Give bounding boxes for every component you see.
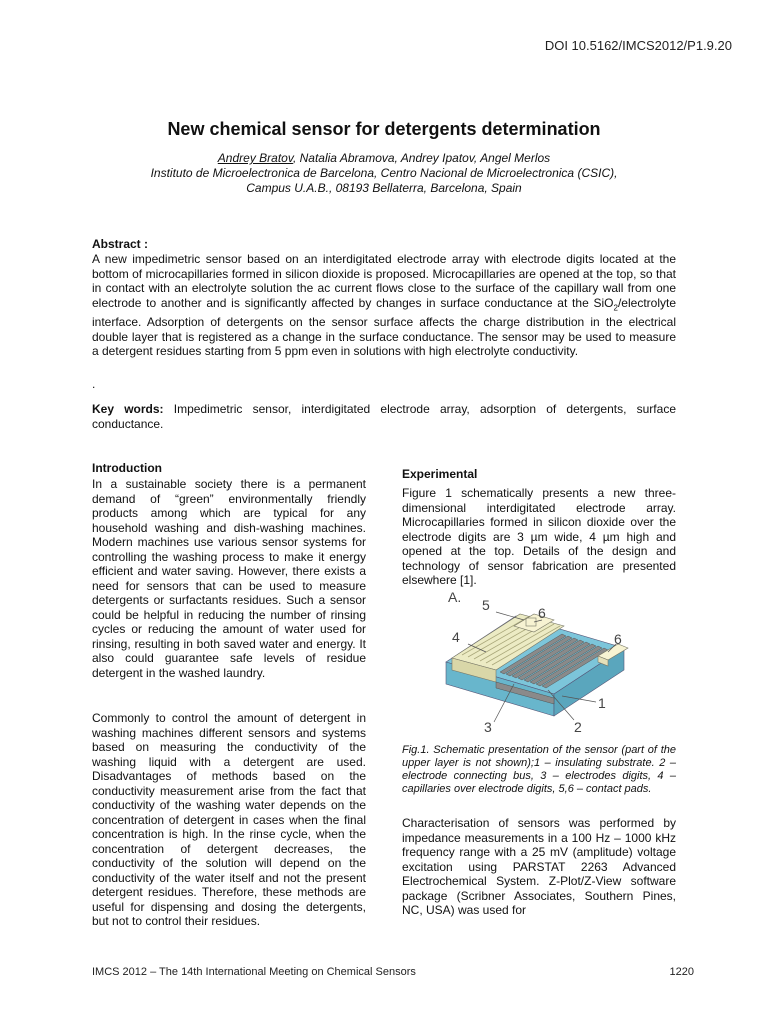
page-number: 1220 [669, 966, 694, 978]
abstract-heading: Abstract : [92, 237, 149, 251]
abstract-text-part2: /electrolyte interface. Adsorption of detergents on the sensor surface affects the charge distribution in the electrical double layer that is registered as a change in the surface conductance. The sensor may be used to measure a detergent residues starting from 5 ppm even in solutions with high electrolyte conductivity. [92, 295, 676, 359]
experimental-paragraph-1: Figure 1 schematically presents a new three-dimensional interdigitated electrode array. Microcapillaries formed in silicon dioxide over the electrode digits are 3 µm wide, 4 µm high and opened at the top. Details of the design and technology of sensor fabrication are presented elsewhere [1]. [402, 486, 676, 587]
figure-label-5: 5 [482, 597, 490, 613]
figure-label-3: 3 [484, 719, 492, 735]
keywords-text: Impedimetric sensor, interdigitated electrode array, adsorption of detergents, surface conductance. [92, 402, 676, 431]
affiliation-line-2: Campus U.A.B., 08193 Bellaterra, Barcelona, Spain [246, 181, 522, 195]
figure-label-6-top: 6 [538, 605, 546, 621]
author-block [60, 151, 708, 196]
figure-label-4: 4 [452, 629, 460, 645]
doi: DOI 10.5162/IMCS2012/P1.9.20 [544, 38, 732, 53]
paper-title: New chemical sensor for detergents determination [167, 119, 601, 139]
figure-label-2: 2 [574, 719, 582, 735]
co-authors: , Natalia Abramova, Andrey Ipatov, Angel Merlos [292, 151, 551, 165]
footer-conference: IMCS 2012 – The 14th International Meeting on Chemical Sensors [92, 966, 416, 978]
introduction-paragraph-1: In a sustainable society there is a permanent demand of “green” environmentally friendly products among which are typical for any household washing and dish-washing machines. Modern machines use various sensor systems for controlling the washing process to make it energy efficient and water saving. However, there exists a need for sensors that can be used to measure detergents or surfactants residues. Such a sensor could be helpful in reducing the number of rinsing cycles or reducing the amount of water used for rinsing, resulting in both saved water and energy. It also could guarantee safe levels of residue detergent in the washed laundry. [92, 477, 366, 680]
figure-label-6-right: 6 [614, 631, 622, 647]
keywords-label: Key words: [92, 402, 164, 416]
figure-caption: Fig.1. Schematic presentation of the sensor (part of the upper layer is not shown);1 – insulating substrate. 2 – electrode connecting bus, 3 – electrodes digits, 4 – capillaries over electrode digits, 5,6 – contact pads. [402, 744, 676, 795]
abstract-text-part1: A new impedimetric sensor based on an interdigitated electrode array with electrode digits located at the bottom of microcapillaries formed in silicon dioxide is proposed. Microcapillaries are opened at the top, so that in contact with an electrolyte solution the ac current flows close to the surface of the capillary wall from one electrode to another and is significantly affected by changes in surface conductance at the SiO [92, 252, 676, 310]
introduction-heading: Introduction [92, 461, 162, 475]
figure-label-1: 1 [598, 695, 606, 711]
stray-period: . [92, 377, 96, 391]
sensor-schematic-drawing [402, 586, 676, 738]
sensor-schematic-figure [402, 586, 676, 738]
presenting-author: Andrey Bratov [217, 151, 293, 165]
figure-panel-label: A. [448, 589, 462, 605]
experimental-heading: Experimental [402, 467, 478, 481]
abstract-subscript: 2 [613, 302, 618, 312]
introduction-paragraph-2: Commonly to control the amount of detergent in washing machines different sensors and systems based on measuring the conductivity of the washing liquid with a detergent are used. Disadvantages of methods based on the conductivity measurement arise from the fact that conductivity of the washing water depends on the concentration of detergent in cases when the final concentration is high. In the rinse cycle, when the concentration of detergent decreases, the conductivity of the solution will depend on the conductivity of the water itself and not the present detergent residues. Therefore, these methods are useful for dispensing and dosing the detergents, but not to control their residues. [92, 711, 366, 928]
keywords [92, 402, 676, 431]
abstract-text [92, 252, 676, 359]
affiliation-line-1: Instituto de Microelectronica de Barcelona, Centro Nacional de Microelectronica (CSIC), [150, 166, 618, 180]
experimental-paragraph-2: Characterisation of sensors was performed by impedance measurements in a 100 Hz – 1000 kHz frequency range with a 25 mV (amplitude) voltage excitation using PARSTAT 2263 Advanced Electrochemical System. Z-Plot/Z-View software package (Scribner Associates, Southern Pines, NC, USA) was used for [402, 816, 676, 917]
